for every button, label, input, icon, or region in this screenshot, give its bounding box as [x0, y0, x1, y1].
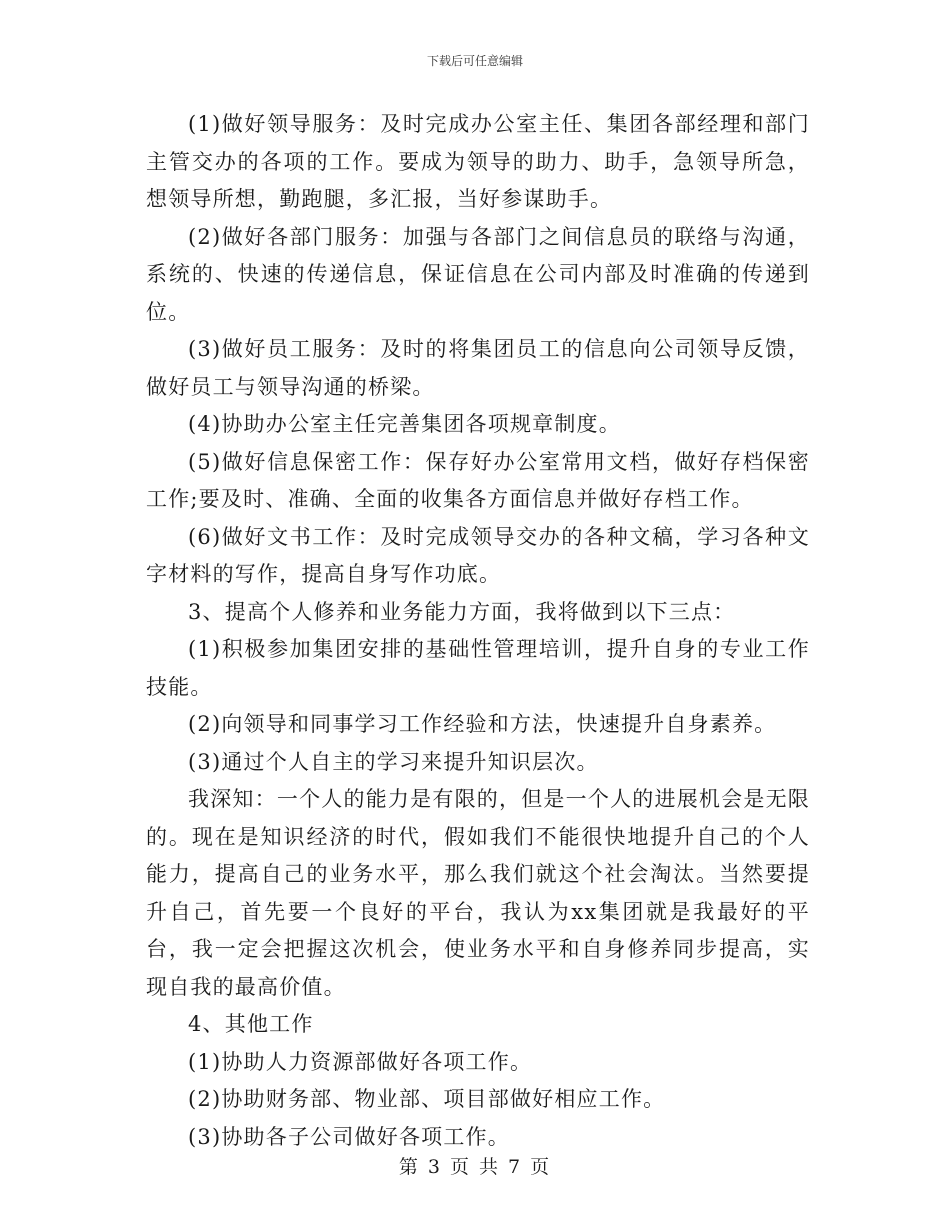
- page-number: 第 3 页 共 7 页: [398, 1156, 552, 1178]
- header-note: 下载后可任意编辑: [426, 54, 523, 68]
- paragraph-learn-colleagues: (2)向领导和同事学习工作经验和方法，快速提升自身素养。: [188, 712, 777, 736]
- paragraph-document-work: (6)做好文书工作：及时完成领导交办的各种文稿，学习各种文字材料的写作，提高自身写作功底。: [146, 524, 810, 586]
- document-body: [146, 106, 810, 1156]
- paragraph-self-study: (3)通过个人自主的学习来提升知识层次。: [188, 749, 599, 774]
- paragraph-section-4-heading: 4、其他工作: [188, 1012, 314, 1036]
- paragraph-section-3-heading: 3、提高个人修养和业务能力方面，我将做到以下三点：: [188, 599, 736, 624]
- paragraph-reflection: 我深知：一个人的能力是有限的，但是一个人的进展机会是无限的。现在是知识经济的时代，假如我们不能很快地提升自己的个人能力，提高自己的业务水平，那么我们就这个社会淘汰。当然要提升自己，首先要一个良好的平台，我认为xx集团就是我最好的平台，我一定会把握这次机会，使业务水平和自身修养同步提高，实现自我的最高价值。: [146, 787, 810, 999]
- paragraph-employee-service: (3)做好员工服务：及时的将集团员工的信息向公司领导反馈，做好员工与领导沟通的桥梁。: [146, 337, 810, 399]
- paragraph-hr-assist: (1)协助人力资源部做好各项工作。: [188, 1049, 533, 1074]
- paragraph-confidentiality: (5)做好信息保密工作：保存好办公室常用文档，做好存档保密工作;要及时、准确、全面的收集各方面信息并做好存档工作。: [146, 449, 810, 511]
- paragraph-finance-assist: (2)协助财务部、物业部、项目部做好相应工作。: [188, 1087, 666, 1111]
- paragraph-department-service: (2)做好各部门服务：加强与各部门之间信息员的联络与沟通，系统的、快速的传递信息，保证信息在公司内部及时准确的传递到位。: [146, 224, 810, 324]
- paragraph-training: (1)积极参加集团安排的基础性管理培训，提升自身的专业工作技能。: [146, 637, 810, 699]
- paragraph-subsidiary-assist: (3)协助各子公司做好各项工作。: [188, 1124, 510, 1149]
- paragraph-rules-assist: (4)协助办公室主任完善集团各项规章制度。: [188, 412, 621, 436]
- paragraph-leader-service: (1)做好领导服务：及时完成办公室主任、集团各部经理和部门主管交办的各项的工作。要成为领导的助力、助手，急领导所急，想领导所想，勤跑腿，多汇报，当好参谋助手。: [146, 112, 810, 211]
